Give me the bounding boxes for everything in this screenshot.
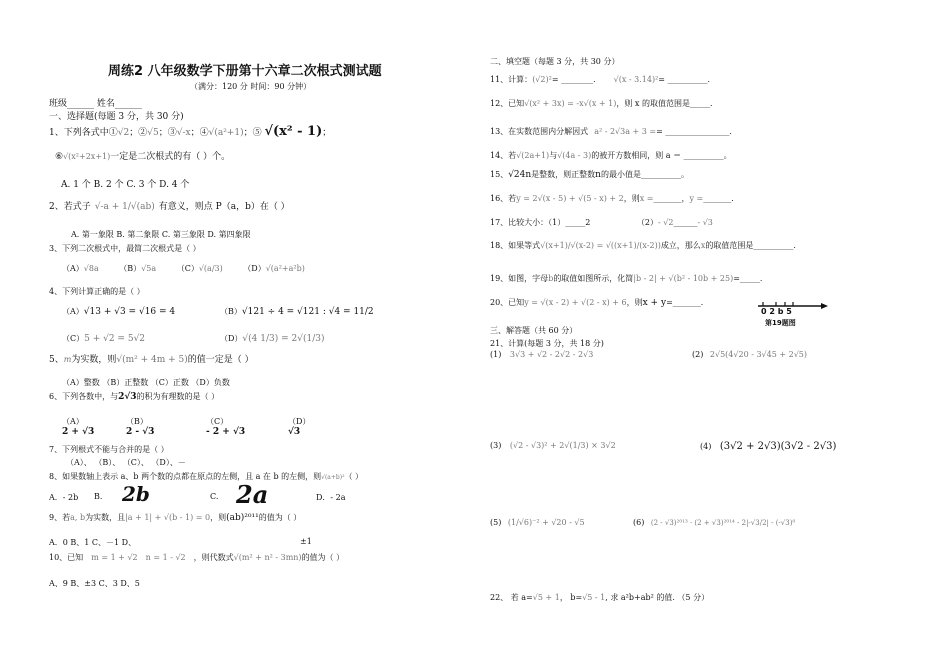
q19-expr: |b - 2| + √(b² - 10b + 25) [633,274,734,283]
question-17 [490,217,713,228]
number-line-caption: 第19题图 [765,319,796,327]
question-1-options: A. 1 个 B. 2 个 C. 3 个 D. 4 个 [61,180,190,190]
q15-text-c: 的最小值是__________。 [600,170,689,179]
q16-text-b: ，则 [623,194,640,203]
q8-option-b-label: B. [94,492,103,501]
q15-text-a: 15、 [490,170,509,179]
question-4: 4、下列计算正确的是（ ） [49,287,145,296]
q9-text-c: ，则 [210,513,227,522]
question-8 [49,471,363,482]
q18-text-b: 成立，那么 [660,241,701,250]
q20-text-b: ，则 [626,298,643,307]
q4-c-expr: 5 + √2 = 5√2 [84,334,146,344]
q1-expr-1: √2 [117,128,130,138]
q1-text-c: ；③ [158,128,177,138]
q20-text-c: =_______． [666,298,709,307]
q11-text-a: 11、计算： [490,75,533,84]
q21-1 [490,350,593,359]
q8-option-d: D．- 2a [316,493,346,502]
q14-text-a: 14、若 [490,151,517,160]
q2-text-a: 2、若式子 [49,202,91,212]
question-15 [490,169,689,180]
q5-m: m [63,355,72,364]
q5-expr: √(m² + 4m + 5) [116,355,188,365]
q10-text-c: 的值为（ ） [301,553,345,562]
q6-c-expr: - 2 + √3 [206,427,246,437]
q1-text-g: ⑥ [55,152,64,162]
q10-m: m = 1 + √2 [91,553,138,562]
q4-a-expr: √13 + √3 = √16 = 4 [83,307,176,317]
q3-c-expr: √(a/3) [198,264,223,273]
question-13 [490,126,737,137]
q16-y: y = [689,194,704,203]
q18-expr: √(x+1)/√(x-2) = √((x+1)/(x-2)) [540,241,661,250]
q19-text-a: 19、如图，字母 [490,274,549,283]
q3-a-label: （A） [62,264,84,273]
q13-text-b: = ________________． [656,127,738,136]
q21-5 [490,518,585,527]
question-21: 21、计算(每题 3 分，共 18 分) [490,339,604,348]
q21-3-label: (3) [490,441,502,450]
question-16 [490,193,739,204]
question-11 [490,74,716,85]
q17-expr-b: - √3 [697,218,713,227]
q10-expr: √(m² + n² - 3mn) [233,553,302,562]
q20-expr: y = √(x - 2) + √(2 - x) + 6 [524,298,627,307]
q4-option-c [62,333,145,344]
q1-text-h: 一定是二次根式的有（ ）个。 [110,152,231,162]
q21-5-label: (5) [490,518,502,527]
q15-n: n [595,170,601,180]
question-6 [49,391,219,402]
q8-option-b-expr: 2b [122,482,150,506]
q14-text-c: 的被开方数相同，则 a ＝ __________。 [591,151,732,160]
exam-info: （满分：120 分 时间：90 分钟） [190,82,312,91]
q17-text-b: _____2 [565,218,591,227]
question-12 [490,98,718,109]
q21-2 [692,350,807,359]
q1-text-f: ； [322,128,332,138]
q12-text-b: ，则 x 的取值范围是_____． [616,99,718,108]
q1-text-d: ；④ [190,128,209,138]
q6-b-expr: 2 - √3 [126,427,155,437]
q1-expr-3: √-x [176,128,191,138]
q14-expr-1: √(2a+1) [516,151,550,160]
q11-expr-2: √(x - 3.14)² [613,75,659,84]
q6-option-b [126,416,154,437]
question-7-options: （A）、 （B）、 （C）、 （D）、－ [66,458,186,467]
q6-option-c [206,416,245,437]
q22-expr-b: √5 - 1 [582,593,606,602]
q20-text-a: 20、已知 [490,298,525,307]
q9-ab: a, b [70,513,86,522]
q6-d-expr: √3 [288,427,301,437]
q6-a-label: （A） [62,417,84,426]
question-7: 7、下列根式不能与合并的是（ ） [49,445,169,454]
q4-a-label: （A） [62,307,84,316]
q1-text-e: ；⑤ [243,128,262,138]
q21-3-expr: (√2 - √3)² + 2√(1/3) × 3√2 [509,441,616,450]
q8-option-a: A．- 2b [49,493,79,502]
q21-2-expr: 2√5(4√20 - 3√45 + 2√5) [709,350,807,359]
page-title: 周练2 八年级数学下册第十六章二次根式测试题 [108,64,382,79]
q4-b-label: （B） [220,307,242,316]
q19-text-c: =_____. [733,274,763,283]
q8-text-b: （ ） [344,472,364,481]
q21-6 [633,518,795,527]
q4-b-expr: √121 ÷ 4 = √121 : √4 = 11/2 [241,307,374,317]
q11-text-b: = ________． [551,75,602,84]
q1-text-b: ；② [129,128,148,138]
q6-text-b: 的积为有理数的是（ ） [136,392,220,401]
section-3-heading: 三、解答题（共 60 分） [490,326,578,335]
q9-text-b: 为实数，且 [85,513,126,522]
q6-a-expr: 2 + √3 [62,427,95,437]
q3-a-expr: √8a [83,264,99,273]
q3-b-label: （B） [119,264,142,273]
question-19 [490,273,762,284]
q16-text-c: _______， [653,194,690,203]
section-1-heading: 一、选择题(每题 3 分，共 30 分) [49,112,184,122]
q8-expr: √(a+b)² [321,474,345,481]
q21-1-label: (1) [490,350,502,359]
q6-option-d [288,416,310,437]
q21-5-expr: (1/√6)⁻² + √20 - √5 [507,518,585,527]
q10-text-a: 10、已知 [49,553,84,562]
q17-expr-a: - √2 [658,218,674,227]
q3-b-expr: √5a [141,264,157,273]
q17-text-a: 17、比较大小：（1） [490,218,566,227]
q3-c-label: （C） [176,264,199,273]
q21-4-label: (4) [700,442,712,451]
q17-text-d: ______ [673,218,698,227]
q21-4 [700,441,836,452]
question-22 [490,592,709,603]
q1-expr-4: √(a²+1) [208,128,244,138]
question-3-options [62,263,305,274]
q16-text-a: 16、若 [490,194,517,203]
question-9-options: A．0 B、1 C、－1 D、 [49,538,137,547]
question-5-options: （A）整数 （B）正整数 （C）正数 （D）负数 [62,378,230,387]
q8-option-c-label: C. [210,492,219,501]
q1-expr-6: √(x²+2x+1) [63,152,111,161]
q5-text-c: 的值一定是（ ） [187,355,254,365]
q12-text-a: 12、已知 [490,99,525,108]
q6-b-label: （B） [126,417,148,426]
q1-expr-2: √5 [147,128,159,138]
q4-d-expr: √(4 1/3) = 2√(1/3) [242,334,325,344]
q5-text-b: 为实数，则 [71,355,117,365]
question-5 [49,352,254,365]
q21-6-expr: (2 - √3)²⁰¹³ · (2 + √3)²⁰¹⁴ - 2|-√3/2| - (-√3)⁰ [650,519,796,527]
number-line-arrow-icon [821,303,828,309]
q4-d-label: （D） [220,334,243,343]
q9-cond: |a + 1| + √(b - 1) = 0 [125,513,211,522]
q21-6-label: (6) [633,518,645,527]
question-3: 3、下列二次根式中，最简二次根式是（ ） [49,244,201,253]
q6-text-a: 6、下列各数中，与 [49,392,119,401]
question-2-options: A. 第一象限 B. 第二象限 C. 第三象限 D. 第四象限 [71,230,251,239]
q22-text-b: ， b= [559,593,583,602]
question-18 [490,240,801,251]
q15-text-b: 是整数，则正整数 [531,170,596,179]
q16-expr: y = 2√(x - 5) + √(5 - x) + 2 [516,194,624,203]
q4-option-b [220,306,374,317]
question-10 [49,552,344,563]
q9-pow: (ab)²⁰¹¹ [226,513,259,523]
q9-text-d: 的值为（ ） [258,513,302,522]
q10-text-b: ，则代数式 [193,553,234,562]
q14-expr-2: √(4a - 3) [557,151,592,160]
q1-expr-5: √(x² - 1) [264,124,323,139]
q16-text-d: _______． [703,194,740,203]
q21-1-expr: 3√3 + √2 - 2√2 - 2√3 [509,350,594,359]
q14-text-b: 与 [549,151,558,160]
q5-text-a: 5、 [49,355,64,365]
q2-text-b: 有意义，则点 P（a，b）在（ ） [158,202,290,212]
q10-n: n = 1 - √2 [145,553,186,562]
question-1-line2 [55,149,230,162]
q8-text-a: 8、如果数轴上表示 a、b 两个数的点都在原点的左侧，且 a 在 b 的左侧，则 [49,472,322,481]
q4-c-label: （C） [62,334,85,343]
q4-option-a [62,306,175,317]
q19-text-b: 的取值如图所示，化简 [553,274,634,283]
question-9 [49,512,301,523]
number-line-labels: 0 2 b 5 [761,307,792,316]
q22-expr-a: √5 + 1 [532,593,560,602]
question-2 [49,199,290,212]
q21-4-expr: (3√2 + 2√3)(3√2 - 2√3) [719,441,837,452]
q3-d-expr: √(a²+a²b) [265,264,305,273]
q8-option-c-expr: 2a [236,480,269,509]
q18-text-c: 的取值范围是__________． [705,241,802,250]
q15-expr: √24n [508,170,532,180]
q19-b: b [548,274,554,283]
question-10-options: A、9 B、±3 C、3 D、5 [49,579,140,588]
q6-d-label: （D） [288,417,311,426]
q11-text-c: = __________． [658,75,716,84]
q16-x: x = [639,194,654,203]
q21-3 [490,441,616,450]
q6-expr: 2√3 [118,392,137,402]
q6-option-a [62,416,94,437]
question-20 [490,297,709,308]
class-name-line: 班级______ 姓名______ [49,99,142,109]
question-1 [49,124,331,139]
section-2-heading: 二、填空题（每题 3 分，共 30 分） [490,57,620,66]
q9-text-a: 9、若 [49,513,71,522]
q20-xy: x + y [642,298,667,308]
q22-text-c: , 求 a²b+ab² 的值. （5 分） [605,593,710,602]
q1-text-a: 1、下列各式中① [49,128,118,138]
question-14 [490,150,732,161]
q13-text-a: 13、在实数范围内分解因式 [490,127,589,136]
q9-option-d-value: ±1 [300,537,312,546]
q6-c-label: （C） [206,417,229,426]
q12-expr: √(x² + 3x) = -x√(x + 1) [524,99,617,108]
q21-2-label: (2) [692,350,704,359]
q13-expr: a² - 2√3a + 3 = [594,127,657,136]
q18-text-a: 18、如果等式 [490,241,541,250]
q18-x: x [700,241,706,250]
q22-text-a: 22、 若 a= [490,593,533,602]
q2-expr: √-a + 1/√(ab) [94,202,155,212]
q11-expr-1: (√2)² [532,75,552,84]
q3-d-label: （D） [243,264,266,273]
q4-option-d [220,333,324,344]
q17-text-c: （2） [636,218,659,227]
